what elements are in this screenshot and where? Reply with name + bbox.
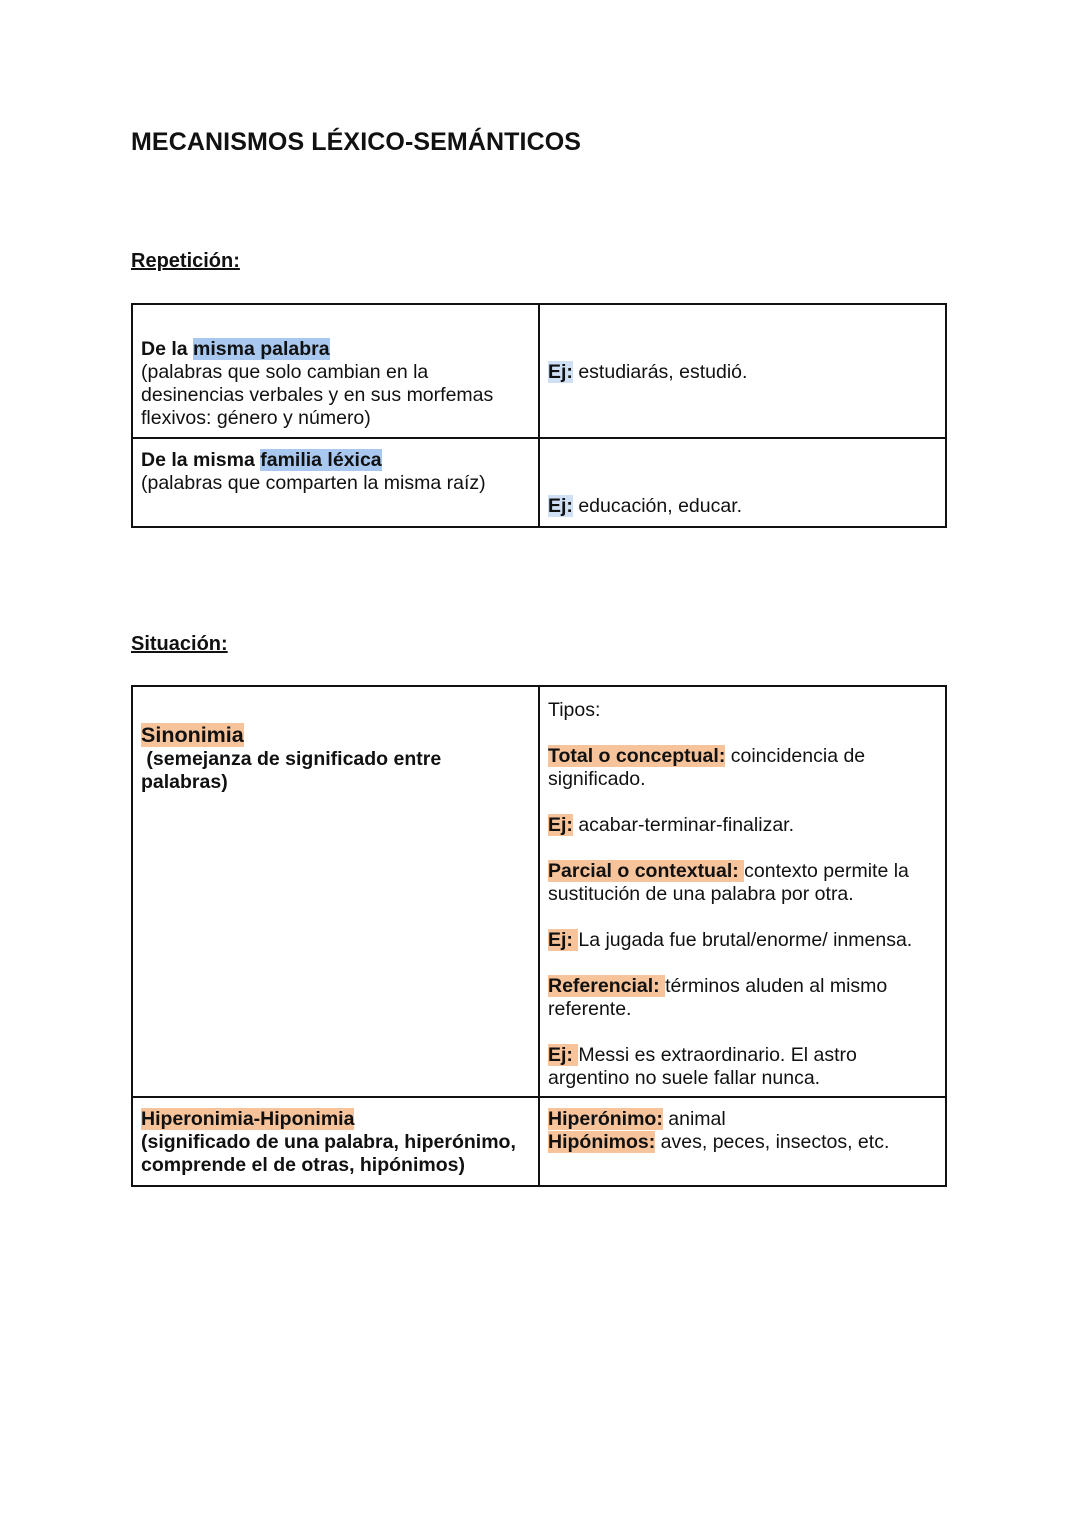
hiperonimia-description: (significado de una palabra, hiperónimo, comprende el de otras, hipónimos)	[141, 1131, 516, 1176]
example-text: estudiarás, estudió.	[572, 361, 748, 383]
table-row	[132, 304, 946, 438]
example-label: Ej:	[548, 495, 573, 517]
example-cell	[539, 438, 946, 527]
page-title: MECANISMOS LÉXICO-SEMÁNTICOS	[131, 128, 582, 156]
type-example	[548, 814, 937, 837]
type-text: términos aluden al mismo referente.	[548, 975, 888, 1020]
situacion-table	[131, 685, 947, 1187]
term-prefix: De la misma	[141, 449, 261, 471]
example-cell	[539, 1097, 946, 1186]
term-description: (palabras que comparten la misma raíz)	[141, 472, 486, 494]
type-item-referencial	[548, 975, 937, 1021]
term-cell	[132, 304, 539, 438]
type-text: contexto permite la sustitución de una palabra por otra.	[548, 860, 909, 905]
table-row	[132, 438, 946, 527]
hyperonym-text: animal	[662, 1108, 726, 1130]
example-text: acabar-terminar-finalizar.	[572, 814, 795, 836]
example-cell	[539, 304, 946, 438]
type-text: coincidencia de significado.	[548, 745, 866, 790]
example-label: Ej:	[548, 361, 573, 383]
term-prefix: De la	[141, 338, 194, 360]
section-heading-repeticion: Repetición:	[131, 250, 240, 272]
section-heading-situacion: Situación:	[131, 633, 228, 655]
hyperonym-label: Hiperónimo:	[548, 1108, 663, 1130]
hyponyms-text: aves, peces, insectos, etc.	[655, 1131, 890, 1153]
type-example	[548, 1044, 937, 1090]
types-cell	[539, 686, 946, 1097]
hiperonimia-term: Hiperonimia-Hiponimia	[141, 1108, 355, 1130]
hyperonym-line	[548, 1108, 937, 1131]
term-highlight: misma palabra	[193, 338, 330, 360]
term-cell	[132, 438, 539, 527]
type-label: Total o conceptual:	[548, 745, 726, 767]
types-label: Tipos:	[548, 699, 601, 721]
example-text: Messi es extraordinario. El astro argentino no suele fallar nunca.	[548, 1044, 857, 1089]
repeticion-table	[131, 303, 947, 528]
term-cell	[132, 686, 539, 1097]
sinonimia-description: (semejanza de significado entre palabras)	[141, 748, 447, 793]
sinonimia-term: Sinonimia	[141, 723, 244, 747]
table-row	[132, 686, 946, 1097]
type-item-parcial	[548, 860, 937, 906]
hyponyms-line	[548, 1131, 937, 1154]
example-label: Ej:	[548, 929, 579, 951]
table-row	[132, 1097, 946, 1186]
term-description: (palabras que solo cambian en la desinencias verbales y en sus morfemas flexivos: género y número)	[141, 361, 494, 429]
type-item-total	[548, 745, 937, 791]
example-label: Ej:	[548, 1044, 579, 1066]
type-label: Parcial o contextual:	[548, 860, 745, 882]
example-text: educación, educar.	[572, 495, 743, 517]
term-highlight: familia léxica	[260, 449, 382, 471]
example-text: La jugada fue brutal/enorme/ inmensa.	[578, 929, 913, 951]
type-example	[548, 929, 937, 952]
term-cell	[132, 1097, 539, 1186]
hyponyms-label: Hipónimos:	[548, 1131, 656, 1153]
type-label: Referencial:	[548, 975, 666, 997]
example-label: Ej:	[548, 814, 573, 836]
